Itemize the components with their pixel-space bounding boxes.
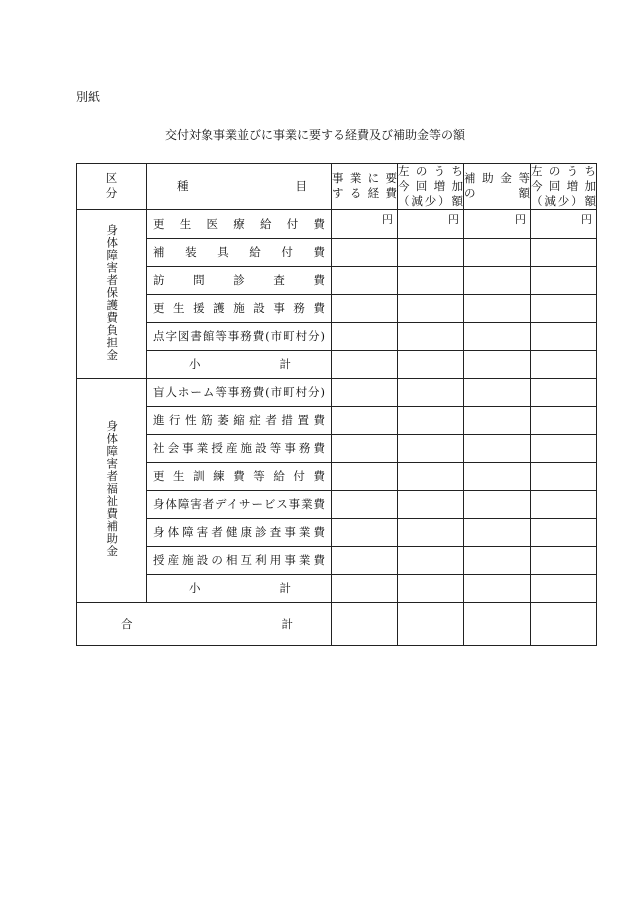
item-name: 補装具給付費	[147, 238, 332, 266]
amount-cell	[398, 322, 464, 350]
item-name: 授産施設の相互利用事業費	[147, 546, 332, 574]
amount-cell	[398, 434, 464, 462]
amount-cell	[332, 350, 398, 378]
amount-cell	[332, 238, 398, 266]
item-name: 訪問診査費	[147, 266, 332, 294]
header-cost-change: 左のうち 今回増加 （減少）額	[398, 164, 463, 208]
amount-cell	[398, 602, 464, 645]
amount-cell	[332, 322, 398, 350]
header-project-cost: 事業に要 する経費	[332, 164, 398, 210]
amount-cell	[464, 518, 531, 546]
amount-cell	[531, 546, 597, 574]
amount-cell	[464, 378, 531, 406]
item-name: 点字図書館等事務費(市町村分)	[147, 322, 332, 350]
amount-cell	[464, 266, 531, 294]
document-title: 交付対象事業並びに事業に要する経費及び補助金等の額	[164, 128, 465, 142]
amount-cell	[398, 294, 464, 322]
header-row	[77, 164, 597, 210]
table-row	[77, 434, 597, 462]
amount-cell	[332, 462, 398, 490]
amount-cell	[531, 322, 597, 350]
amount-cell	[398, 574, 464, 602]
total-label: 合 計	[77, 602, 332, 645]
amount-cell	[531, 294, 597, 322]
amount-cell	[332, 434, 398, 462]
amount-cell	[398, 490, 464, 518]
subtotal-label: 小 計	[147, 350, 332, 378]
header-kubun: 区 分	[77, 164, 147, 210]
amount-cell	[464, 350, 531, 378]
amount-cell	[531, 238, 597, 266]
item-name: 更生訓練費等給付費	[147, 462, 332, 490]
item-name: 盲人ホーム等事務費(市町村分)	[147, 378, 332, 406]
table-row	[77, 490, 597, 518]
group-label: 身体障害者福祉費補助金	[77, 378, 147, 602]
amount-cell	[464, 322, 531, 350]
amount-cell	[332, 490, 398, 518]
expense-table	[76, 163, 597, 646]
table-row	[77, 518, 597, 546]
table-row	[77, 406, 597, 434]
amount-cell	[398, 406, 464, 434]
amount-cell	[332, 266, 398, 294]
amount-cell	[332, 518, 398, 546]
item-name: 更生医療給付費	[147, 209, 332, 238]
amount-cell	[531, 602, 597, 645]
table-row	[77, 546, 597, 574]
table-row	[77, 266, 597, 294]
amount-cell: 円	[398, 209, 464, 238]
amount-cell	[332, 546, 398, 574]
item-name: 身体障害者デイサービス事業費	[147, 490, 332, 518]
amount-cell	[332, 574, 398, 602]
amount-cell	[464, 406, 531, 434]
amount-cell	[464, 574, 531, 602]
amount-cell	[531, 434, 597, 462]
item-name: 社会事業授産施設等事務費	[147, 434, 332, 462]
group-label: 身体障害者保護費負担金	[77, 209, 147, 378]
amount-cell	[398, 238, 464, 266]
table-row	[77, 322, 597, 350]
amount-cell: 円	[332, 209, 398, 238]
table-row	[77, 209, 597, 238]
amount-cell	[398, 546, 464, 574]
table-row	[77, 238, 597, 266]
amount-cell	[531, 518, 597, 546]
subtotal-row	[77, 350, 597, 378]
amount-cell	[332, 294, 398, 322]
amount-cell	[332, 378, 398, 406]
amount-cell	[398, 350, 464, 378]
amount-cell	[464, 602, 531, 645]
amount-cell	[464, 434, 531, 462]
item-name: 更生援護施設事務費	[147, 294, 332, 322]
amount-cell	[398, 462, 464, 490]
amount-cell	[464, 294, 531, 322]
amount-cell	[531, 266, 597, 294]
amount-cell: 円	[464, 209, 531, 238]
subtotal-label: 小 計	[147, 574, 332, 602]
item-name: 進行性筋萎縮症者措置費	[147, 406, 332, 434]
amount-cell	[398, 378, 464, 406]
amount-cell	[464, 238, 531, 266]
table-row	[77, 462, 597, 490]
amount-cell	[464, 490, 531, 518]
table-row	[77, 294, 597, 322]
amount-cell	[531, 406, 597, 434]
amount-cell: 円	[531, 209, 597, 238]
amount-cell	[332, 602, 398, 645]
amount-cell	[464, 462, 531, 490]
amount-cell	[464, 546, 531, 574]
total-row	[77, 602, 597, 645]
header-subsidy-change: 左のうち 今回増加 （減少）額	[531, 164, 596, 208]
table-row	[77, 378, 597, 406]
item-name: 身体障害者健康診査事業費	[147, 518, 332, 546]
amount-cell	[531, 574, 597, 602]
header-subsidy-amount: 補助金等 の 額	[464, 164, 531, 210]
amount-cell	[531, 350, 597, 378]
amount-cell	[531, 378, 597, 406]
amount-cell	[332, 406, 398, 434]
subtotal-row	[77, 574, 597, 602]
amount-cell	[531, 490, 597, 518]
header-shumoku: 種 目	[147, 164, 332, 210]
amount-cell	[398, 518, 464, 546]
amount-cell	[531, 462, 597, 490]
attachment-label: 別紙	[76, 90, 101, 104]
amount-cell	[398, 266, 464, 294]
